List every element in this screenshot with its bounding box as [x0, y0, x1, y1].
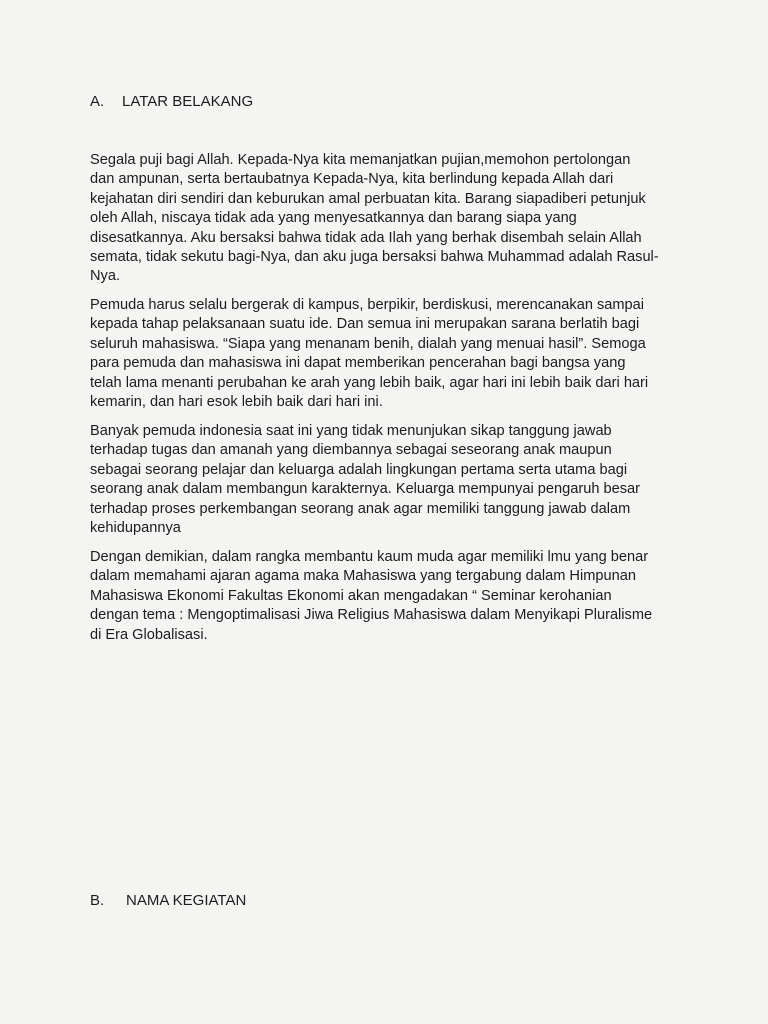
paragraph-line: kehidupannya	[90, 519, 181, 536]
section-a-number: A.	[90, 93, 105, 110]
paragraph-line: seorang anak dalam membangun karakternya. Keluarga mempunyai pengaruh besar	[90, 481, 641, 498]
paragraph-line: kemarin, dan hari esok lebih baik dari hari ini.	[90, 393, 383, 410]
paragraph-line: Dengan demikian, dalam rangka membantu kaum muda agar memiliki lmu yang benar	[90, 549, 649, 565]
section-b-title: NAMA KEGIATAN	[126, 892, 247, 909]
section-a-title: LATAR BELAKANG	[122, 93, 254, 110]
paragraph-line: kepada tahap pelaksanaan suatu ide. Dan semua ini merupakan sarana berlatih bagi	[90, 316, 640, 333]
paragraph-line: telah lama menanti perubahan ke arah yang lebih baik, agar hari ini lebih baik dari hari	[90, 374, 649, 391]
paragraph-line: terhadap proses perkembangan seorang anak agar memiliki tanggung jawab dalam	[90, 500, 631, 517]
paragraph-line: Nya.	[90, 268, 121, 285]
paragraph-2	[90, 296, 690, 412]
paragraph-3	[90, 422, 690, 538]
section-b-number: B.	[90, 892, 105, 909]
paragraph-4	[90, 548, 690, 645]
paragraph-line: semata, tidak sekutu bagi-Nya, dan aku juga bersaksi bahwa Muhammad adalah Rasul-	[90, 248, 659, 265]
paragraph-line: dalam memahami ajaran agama maka Mahasiswa yang tergabung dalam Himpunan	[90, 568, 636, 585]
paragraph-line: terhadap tugas dan amanah yang diembannya sebagai seseorang anak maupun	[90, 442, 612, 459]
paragraph-1	[90, 151, 690, 287]
paragraph-line: Pemuda harus selalu bergerak di kampus, berpikir, berdiskusi, merencanakan sampai	[90, 297, 645, 313]
paragraph-line: para pemuda dan mahasiswa ini dapat memberikan pencerahan bagi bangsa yang	[90, 355, 626, 372]
paragraph-line: Banyak pemuda indonesia saat ini yang tidak menunjukan sikap tanggung jawab	[90, 423, 612, 439]
paragraph-line: oleh Allah, niscaya tidak ada yang menyesatkannya dan barang siapa yang	[90, 210, 577, 227]
paragraph-line: kejahatan diri sendiri dan keburukan amal perbuatan kita. Barang siapadiberi petunjuk	[90, 190, 646, 207]
paragraph-line: seluruh mahasiswa. “Siapa yang menanam benih, dialah yang menuai hasil”. Semoga	[90, 335, 646, 352]
paragraph-line: dengan tema : Mengoptimalisasi Jiwa Religius Mahasiswa dalam Menyikapi Pluralisme	[90, 607, 653, 624]
paragraph-line: Mahasiswa Ekonomi Fakultas Ekonomi akan mengadakan “ Seminar kerohanian	[90, 587, 612, 604]
paragraph-line: di Era Globalisasi.	[90, 626, 208, 643]
paragraph-line: Segala puji bagi Allah. Kepada-Nya kita memanjatkan pujian,memohon pertolongan	[90, 152, 631, 168]
paragraph-line: sebagai seorang pelajar dan keluarga adalah lingkungan pertama serta utama bagi	[90, 461, 628, 478]
paragraph-line: disesatkannya. Aku bersaksi bahwa tidak ada Ilah yang berhak disembah selain Allah	[90, 229, 642, 246]
paragraph-line: dan ampunan, serta bertaubatnya Kepada-Nya, kita berlindung kepada Allah dari	[90, 171, 614, 188]
